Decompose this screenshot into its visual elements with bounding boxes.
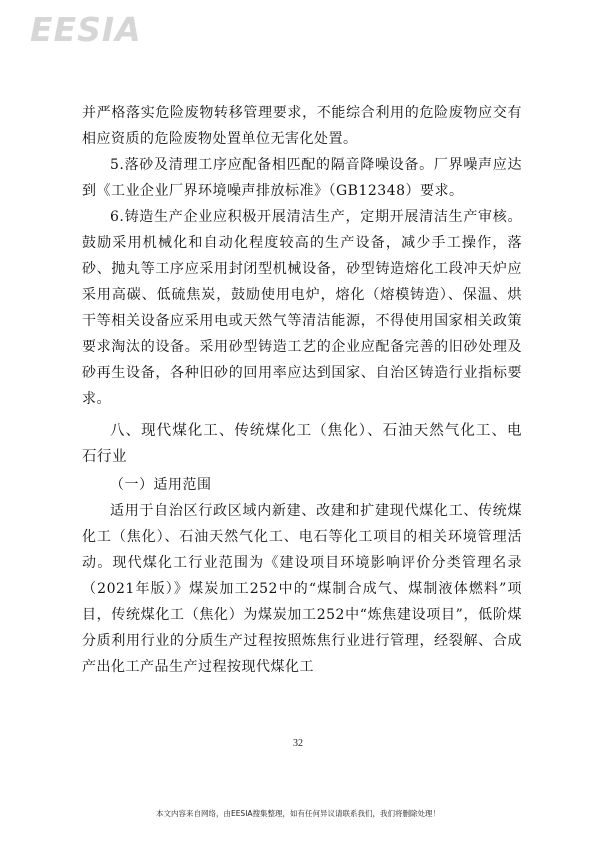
paragraph: 并严格落实危险废物转移管理要求，不能综合利用的危险废物应交有相应资质的危险废物处置单位无害化处置。	[82, 105, 522, 147]
subsection-heading: （一）适用范围	[110, 477, 212, 493]
eesia-logo: EESIA	[30, 10, 142, 49]
paragraph: 适用于自治区行政区域内新建、改建和扩建现代煤化工、传统煤化工（焦化）、石油天然气化工、电石等化工项目的相关环境管理活动。现代煤化工行业范围为《建设项目环境影响评价分类管理名录（2021年版）》煤炭加工252中的“煤制合成气、煤制液体燃料”项目，传统煤化工（焦化）为煤炭加工252中“炼焦建设项目”，低阶煤分质利用行业的分质生产过程按照炼焦行业进行管理，经裂解、合成产出化工产品生产过程按现代煤化工	[82, 503, 522, 675]
section-heading: 八、现代煤化工、传统煤化工（焦化）、石油天然气化工、电石行业	[82, 423, 522, 465]
footer-disclaimer: 本文内容来自网络，由EESIA搜集整理，如有任何异议请联系我们，我们将删除处理！	[155, 809, 441, 818]
paragraph: 6.铸造生产企业应积极开展清洁生产，定期开展清洁生产审核。鼓励采用机械化和自动化程度较高的生产设备，减少手工操作，落砂、抛丸等工序应采用封闭型机械设备，砂型铸造熔化工段冲天炉应采用高碳、低硫焦炭，鼓励使用电炉，熔化（熔模铸造）、保温、烘干等相关设备应采用电或天然气等清洁能源，不得使用国家相关政策要求淘汰的设备。采用砂型铸造工艺的企业应配备完善的旧砂处理及砂再生设备，各种旧砂的回用率应达到国家、自治区铸造行业指标要求。	[82, 209, 522, 407]
page-number: 32	[293, 738, 303, 749]
paragraph: 5.落砂及清理工序应配备相匹配的隔音降噪设备。厂界噪声应达到《工业企业厂界环境噪声排放标准》（GB12348）要求。	[82, 157, 522, 199]
document-body	[82, 100, 522, 680]
